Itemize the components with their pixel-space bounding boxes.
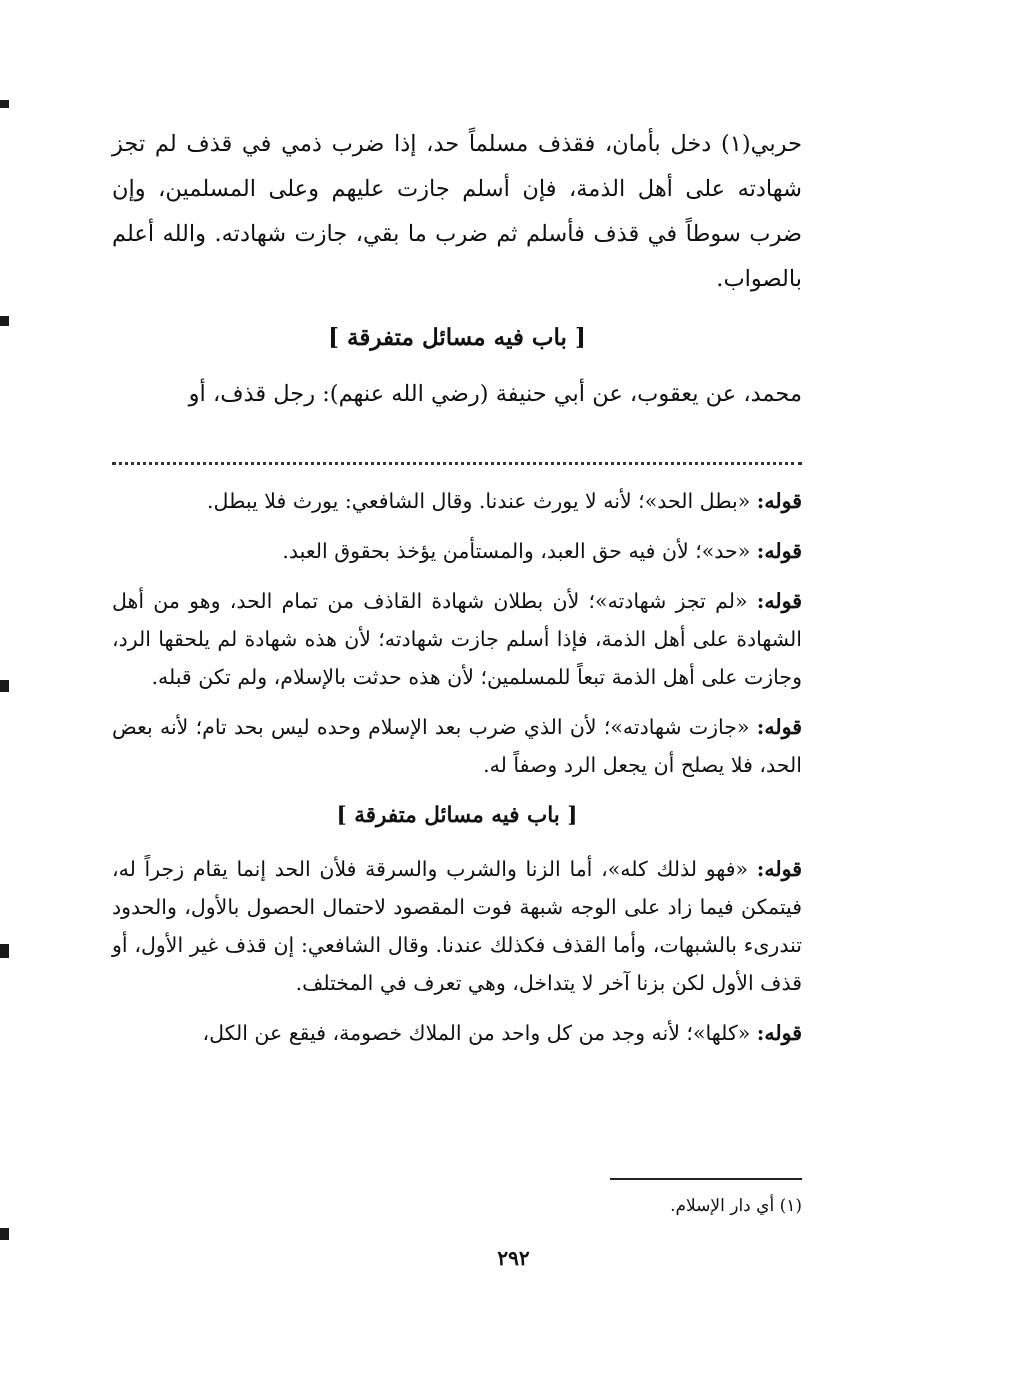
commentary-text — [112, 482, 802, 1064]
commentary-heading: [ باب فيه مسائل متفرقة ] — [336, 803, 578, 828]
scan-edge-mark — [0, 680, 9, 692]
scan-edge-mark — [0, 944, 9, 958]
commentary-keyword: قوله: — [756, 715, 802, 739]
footnote: (١) أي دار الإسلام. — [670, 1196, 802, 1216]
commentary-body: «حد»؛ لأن فيه حق العبد، والمستأمن يؤخذ بحقوق العبد. — [282, 539, 757, 563]
commentary-body: «فهو لذلك كله»، أما الزنا والشرب والسرقة فلأن الحد إنما يقام زجراً له، فيتمكن فيما زاد على الوجه شبهة فوت المقصود لاحتمال الحصول بالأول، والحدود تندرىء بالشبهات، وأما القذف فكذلك عندنا. وقال الشافعي: إن قذف غير الأول، أو قذف الأول لكن بزنا آخر لا يتداخل، وهي تعرف في المختلف. — [112, 857, 802, 995]
page-number: ٢٩٢ — [497, 1246, 530, 1270]
commentary-body: «كلها»؛ لأنه وجد من كل واحد من الملاك خصومة، فيقع عن الكل، — [202, 1021, 757, 1045]
commentary-item — [112, 482, 802, 520]
scan-edge-mark — [0, 100, 9, 108]
dotted-separator — [112, 462, 802, 465]
commentary-body: «لم تجز شهادته»؛ لأن بطلان شهادة القاذف من تمام الحد، وهو من أهل الشهادة على أهل الذمة، فإذا أسلم جازت شهادته؛ لأن هذه شهادة لم يلحقها الرد، وجازت على أهل الذمة تبعاً للمسلمين؛ لأن هذه حدثت بالإسلام، ولم تكن قبله. — [112, 589, 802, 689]
commentary-item — [112, 1014, 802, 1052]
commentary-keyword: قوله: — [756, 589, 802, 613]
section-heading: [ باب فيه مسائل متفرقة ] — [328, 324, 586, 351]
commentary-keyword: قوله: — [756, 857, 802, 881]
scan-edge-mark — [0, 316, 9, 326]
commentary-item — [112, 532, 802, 570]
footnote-rule — [610, 1178, 802, 1180]
commentary-keyword: قوله: — [756, 539, 802, 563]
main-paragraph-1: حربي(١) دخل بأمان، فقذف مسلماً حد، إذا ضرب ذمي في قذف لم تجز شهادته على أهل الذمة، فإن أسلم جازت عليهم وعلى المسلمين، وإن ضرب سوطاً في قذف فأسلم ثم ضرب ما بقي، جازت شهادته. والله أعلم بالصواب. — [112, 131, 802, 292]
commentary-item — [112, 582, 802, 696]
commentary-keyword: قوله: — [756, 489, 802, 513]
commentary-keyword: قوله: — [756, 1021, 802, 1045]
scan-edge-mark — [0, 1228, 9, 1240]
commentary-body: «جازت شهادته»؛ لأن الذي ضرب بعد الإسلام وحده ليس بحد تام؛ لأنه بعض الحد، فلا يصلح أن يجعل الرد وصفاً له. — [112, 715, 802, 777]
commentary-item — [112, 708, 802, 784]
main-paragraph-2: محمد، عن يعقوب، عن أبي حنيفة (رضي الله عنهم): رجل قذف، أو — [188, 381, 802, 407]
commentary-body: «بطل الحد»؛ لأنه لا يورث عندنا. وقال الشافعي: يورث فلا يبطل. — [207, 489, 757, 513]
main-text — [112, 122, 802, 417]
commentary-item — [112, 850, 802, 1002]
